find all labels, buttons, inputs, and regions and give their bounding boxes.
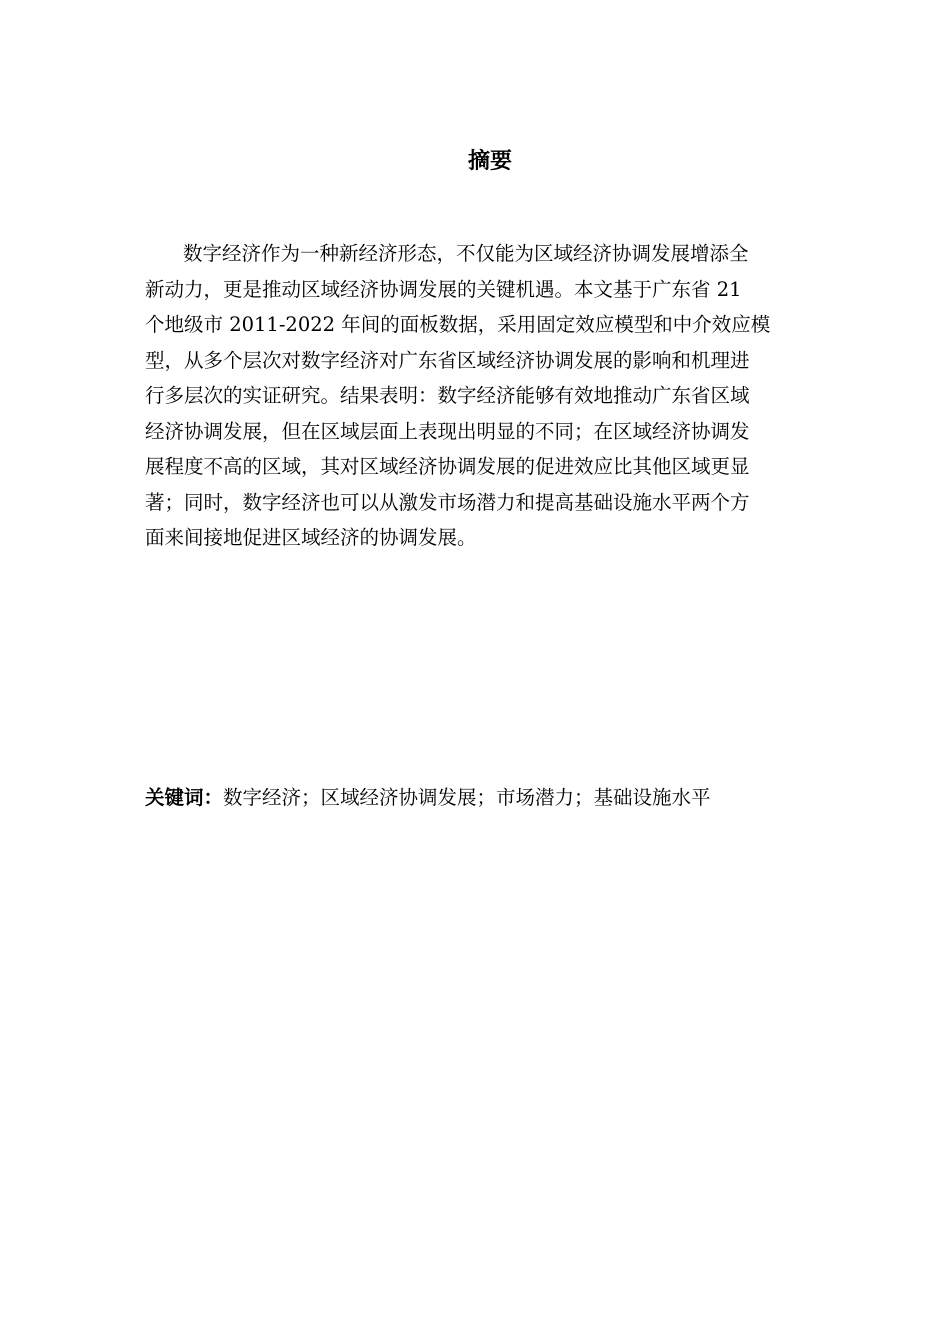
- abstract-line: 个地级市 2011-2022 年间的面板数据，采用固定效应模型和中介效应模: [145, 313, 771, 336]
- abstract-line: 型，从多个层次对数字经济对广东省区域经济协调发展的影响和机理进: [145, 348, 750, 372]
- abstract-body: [145, 236, 845, 556]
- abstract-line: 面来间接地促进区域经济的协调发展。: [145, 526, 477, 549]
- abstract-line: 行多层次的实证研究。结果表明：数字经济能够有效地推动广东省区域: [145, 384, 750, 407]
- abstract-line: 数字经济作为一种新经济形态，不仅能为区域经济协调发展增添全: [183, 242, 749, 265]
- abstract-line: 新动力，更是推动区域经济协调发展的关键机遇。本文基于广东省 21: [145, 277, 742, 301]
- abstract-line: 著；同时，数字经济也可以从激发市场潜力和提高基础设施水平两个方: [145, 490, 750, 514]
- abstract-line: 经济协调发展，但在区域层面上表现出明显的不同；在区域经济协调发: [145, 419, 750, 443]
- keywords-text: 数字经济；区域经济协调发展；市场潜力；基础设施水平: [223, 786, 711, 809]
- abstract-line: 展程度不高的区域，其对区域经济协调发展的促进效应比其他区域更显: [145, 455, 750, 478]
- page-title: 摘要: [467, 149, 512, 174]
- keywords-label: 关键词：: [145, 786, 224, 809]
- keywords-line: [145, 782, 711, 814]
